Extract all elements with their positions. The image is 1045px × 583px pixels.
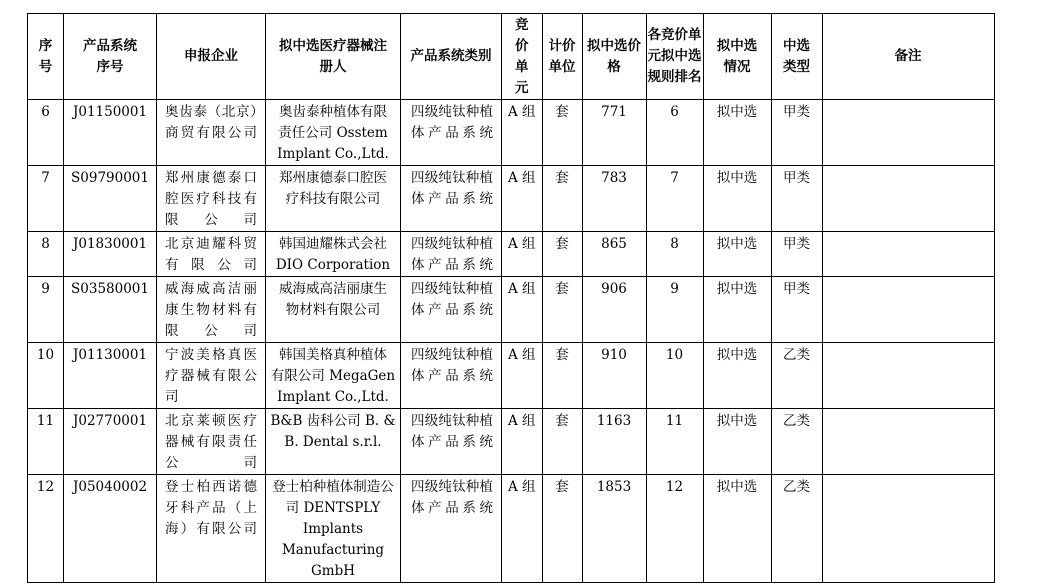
cell-rank: 9 (646, 277, 703, 343)
registrant-line: Implant Co.,Ltd. (277, 146, 389, 162)
cell-status: 拟中选 (703, 166, 771, 232)
cell-registrant (266, 232, 401, 277)
cell-company: 北京迪耀科贸有限公司 (157, 232, 266, 277)
header-registrant: 拟中选医疗器械注册人 (266, 14, 401, 100)
table-row (28, 232, 995, 277)
header-row (28, 14, 995, 100)
header-company: 申报企业 (157, 14, 266, 100)
cell-status: 拟中选 (703, 343, 771, 409)
cell-measure-unit: 套 (542, 409, 582, 475)
registrant-line: 司 DENTSPLY (285, 500, 381, 516)
registrant-line: Implants (302, 521, 364, 537)
registrant-line: Manufacturing GmbH (281, 542, 385, 579)
cell-registrant (266, 475, 401, 583)
cell-company: 郑州康德泰口腔医疗科技有限公司 (157, 166, 266, 232)
cell-product-code: J01130001 (64, 343, 157, 409)
cell-remarks (822, 475, 994, 583)
cell-status: 拟中选 (703, 409, 771, 475)
cell-bid-unit: A 组 (502, 475, 543, 583)
cell-remarks (822, 100, 994, 166)
cell-registrant (266, 277, 401, 343)
registrant-line: 有限公司 MegaGen (270, 368, 396, 384)
cell-bid-unit: A 组 (502, 232, 543, 277)
registrant-line: B&B 齿科公司 B. & (270, 413, 396, 429)
header-index: 序号 (28, 14, 64, 100)
cell-bid-unit: A 组 (502, 100, 543, 166)
header-type: 中选类型 (771, 14, 822, 100)
cell-measure-unit: 套 (542, 277, 582, 343)
table-row (28, 277, 995, 343)
cell-index: 12 (28, 475, 64, 583)
cell-status: 拟中选 (703, 232, 771, 277)
registrant-line: 奥齿泰种植体有限 (279, 104, 387, 120)
header-product-code: 产品系统序号 (64, 14, 157, 100)
cell-category: 四级纯钛种植体产品系统 (401, 232, 502, 277)
cell-remarks (822, 232, 994, 277)
cell-company: 威海威高洁丽康生物材料有限公司 (157, 277, 266, 343)
table-row (28, 166, 995, 232)
header-measure-unit: 计价单位 (542, 14, 582, 100)
cell-type: 甲类 (771, 100, 822, 166)
cell-registrant (266, 409, 401, 475)
cell-registrant (266, 343, 401, 409)
cell-category: 四级纯钛种植体产品系统 (401, 277, 502, 343)
registrant-line: 登士柏种植体制造公 (272, 479, 394, 495)
header-price: 拟中选价格 (582, 14, 646, 100)
registrant-line: B. Dental s.r.l. (284, 434, 382, 450)
cell-price: 906 (582, 277, 646, 343)
header-status: 拟中选情况 (703, 14, 771, 100)
header-category: 产品系统类别 (401, 14, 502, 100)
cell-remarks (822, 277, 994, 343)
cell-rank: 10 (646, 343, 703, 409)
cell-bid-unit: A 组 (502, 166, 543, 232)
cell-registrant (266, 100, 401, 166)
cell-type: 乙类 (771, 475, 822, 583)
cell-category: 四级纯钛种植体产品系统 (401, 475, 502, 583)
cell-rank: 7 (646, 166, 703, 232)
table-row (28, 343, 995, 409)
cell-company: 宁波美格真医疗器械有限公司 (157, 343, 266, 409)
cell-category: 四级纯钛种植体产品系统 (401, 343, 502, 409)
registrant-line: DIO Corporation (275, 257, 391, 273)
cell-index: 9 (28, 277, 64, 343)
cell-product-code: J01150001 (64, 100, 157, 166)
cell-type: 甲类 (771, 232, 822, 277)
table-row (28, 100, 995, 166)
cell-bid-unit: A 组 (502, 343, 543, 409)
header-bid-unit: 竞价单元 (502, 14, 543, 100)
cell-company: 奥齿泰（北京）商贸有限公司 (157, 100, 266, 166)
cell-product-code: J05040002 (64, 475, 157, 583)
registrant-line: 韩国美格真种植体 (279, 347, 387, 363)
cell-category: 四级纯钛种植体产品系统 (401, 166, 502, 232)
cell-rank: 6 (646, 100, 703, 166)
cell-price: 910 (582, 343, 646, 409)
cell-product-code: J01830001 (64, 232, 157, 277)
registrant-line: 责任公司 Osstem (278, 125, 388, 141)
cell-registrant (266, 166, 401, 232)
cell-price: 1853 (582, 475, 646, 583)
cell-index: 6 (28, 100, 64, 166)
cell-status: 拟中选 (703, 100, 771, 166)
cell-product-code: S03580001 (64, 277, 157, 343)
selection-table (27, 13, 995, 583)
cell-category: 四级纯钛种植体产品系统 (401, 100, 502, 166)
cell-index: 7 (28, 166, 64, 232)
cell-price: 865 (582, 232, 646, 277)
cell-company: 登士柏西诺德牙科产品（上海）有限公司 (157, 475, 266, 583)
cell-measure-unit: 套 (542, 475, 582, 583)
cell-type: 乙类 (771, 343, 822, 409)
cell-type: 甲类 (771, 277, 822, 343)
table-row (28, 475, 995, 583)
cell-rank: 8 (646, 232, 703, 277)
cell-remarks (822, 343, 994, 409)
cell-bid-unit: A 组 (502, 409, 543, 475)
cell-price: 783 (582, 166, 646, 232)
cell-type: 甲类 (771, 166, 822, 232)
cell-measure-unit: 套 (542, 343, 582, 409)
cell-rank: 11 (646, 409, 703, 475)
cell-index: 10 (28, 343, 64, 409)
cell-product-code: J02770001 (64, 409, 157, 475)
cell-status: 拟中选 (703, 475, 771, 583)
cell-type: 乙类 (771, 409, 822, 475)
cell-measure-unit: 套 (542, 166, 582, 232)
cell-category: 四级纯钛种植体产品系统 (401, 409, 502, 475)
registrant-line: 韩国迪耀株式会社 (279, 236, 387, 252)
cell-measure-unit: 套 (542, 232, 582, 277)
registrant-line: 威海威高洁丽康生 (279, 281, 387, 297)
cell-remarks (822, 166, 994, 232)
cell-bid-unit: A 组 (502, 277, 543, 343)
table-row (28, 409, 995, 475)
registrant-line: 郑州康德泰口腔医 (279, 170, 387, 186)
cell-measure-unit: 套 (542, 100, 582, 166)
cell-price: 771 (582, 100, 646, 166)
header-rank: 各竞价单元拟中选规则排名 (646, 14, 703, 100)
cell-index: 8 (28, 232, 64, 277)
cell-status: 拟中选 (703, 277, 771, 343)
cell-index: 11 (28, 409, 64, 475)
cell-remarks (822, 409, 994, 475)
header-remarks: 备注 (822, 14, 994, 100)
registrant-line: 物材料有限公司 (285, 302, 381, 318)
registrant-line: 疗科技有限公司 (285, 191, 381, 207)
cell-rank: 12 (646, 475, 703, 583)
cell-price: 1163 (582, 409, 646, 475)
registrant-line: Implant Co.,Ltd. (277, 389, 389, 405)
cell-company: 北京莱顿医疗器械有限责任公司 (157, 409, 266, 475)
cell-product-code: S09790001 (64, 166, 157, 232)
